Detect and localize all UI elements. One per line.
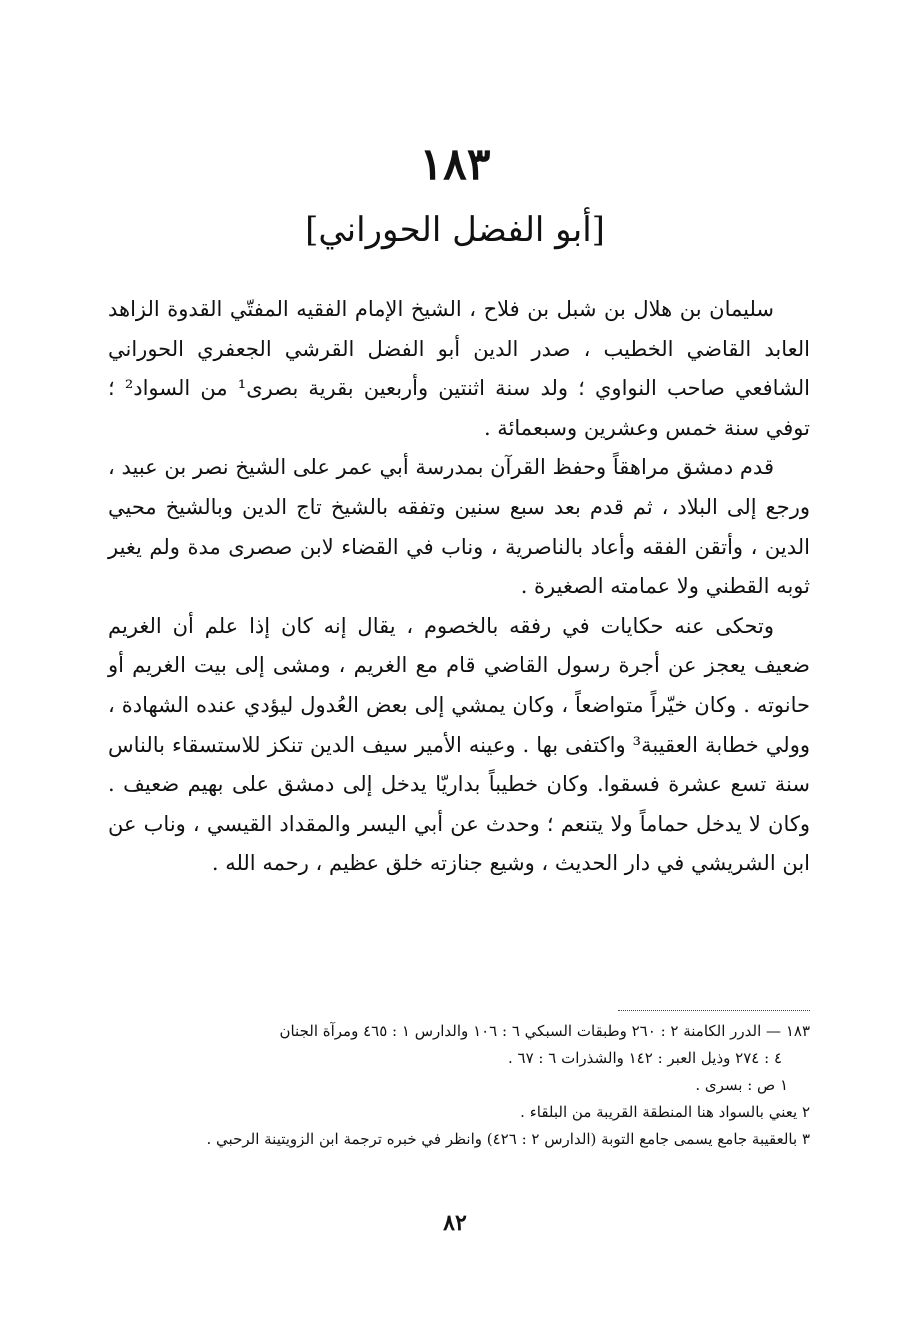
footnote-1: ١ ص : بسرى . (695, 1076, 788, 1094)
footnote-3: ٣ بالعقيبة جامع يسمى جامع التوبة (الدارس ٢ : ٤٢٦) وانظر في خبره ترجمة ابن الزويتينة الرحبي . (206, 1130, 810, 1148)
footnotes (108, 1018, 810, 1153)
footnote-2: ٢ يعني بالسواد هنا المنطقة القريبة من البلقاء . (520, 1103, 810, 1121)
footnote-sources-line1: ١٨٣ — الدرر الكامنة ٢ : ٢٦٠ وطبقات السبكي ٦ : ١٠٦ والدارس ١ : ٤٦٥ ومرآة الجنان (279, 1022, 810, 1040)
paragraph-1: سليمان بن هلال بن شبل بن فلاح ، الشيخ الإمام الفقيه المفتّي القدوة الزاهد العابد القاضي الخطيب ، صدر الدين أبو الفضل القرشي الجعفري الحوراني الشافعي صاحب النواوي ؛ ولد سنة اثنتين وأربعين بقرية بصرى¹ من السواد² ؛ توفي سنة خمس وعشرين وسبعمائة . (108, 297, 810, 440)
page-number: ٨٢ (443, 1210, 467, 1236)
entry-number: ١٨٣ (419, 139, 491, 190)
footnote-sources-line2: ٤ : ٢٧٤ وذيل العبر : ١٤٢ والشذرات ٦ : ٦٧ . (507, 1049, 782, 1067)
body-text (108, 290, 810, 884)
paragraph-3: وتحكى عنه حكايات في رفقه بالخصوم ، يقال إنه كان إذا علم أن الغريم ضعيف يعجز عن أجرة رسول القاضي قام مع الغريم ، ومشى إلى بيت الغريم أو حانوته . وكان خيّراً متواضعاً ، وكان يمشي إلى بعض العُدول ليؤدي عنده الشهادة ، وولي خطابة العقيبة³ واكتفى بها . وعينه الأمير سيف الدين تنكز للاستسقاء بالناس سنة تسع عشرة فسقوا. وكان خطيباً بداريّا يدخل إلى دمشق على بهيم ضعيف . وكان لا يدخل حماماً ولا يتنعم ؛ وحدث عن أبي اليسر والمقداد القيسي ، وناب عن ابن الشريشي في دار الحديث ، وشيع جنازته خلق عظيم ، رحمه الله . (108, 613, 810, 876)
entry-title: [أبو الفضل الحوراني] (305, 210, 605, 250)
paragraph-2: قدم دمشق مراهقاً وحفظ القرآن بمدرسة أبي عمر على الشيخ نصر بن عبيد ، ورجع إلى البلاد ، ثم قدم بعد سبع سنين وتفقه بالشيخ تاج الدين وبالشيخ محيي الدين ، وأتقن الفقه وأعاد بالناصرية ، وناب في القضاء لابن صصرى مدة ولم يغير ثوبه القطني ولا عمامته الصغيرة . (108, 455, 810, 599)
footnote-separator (618, 1010, 810, 1011)
